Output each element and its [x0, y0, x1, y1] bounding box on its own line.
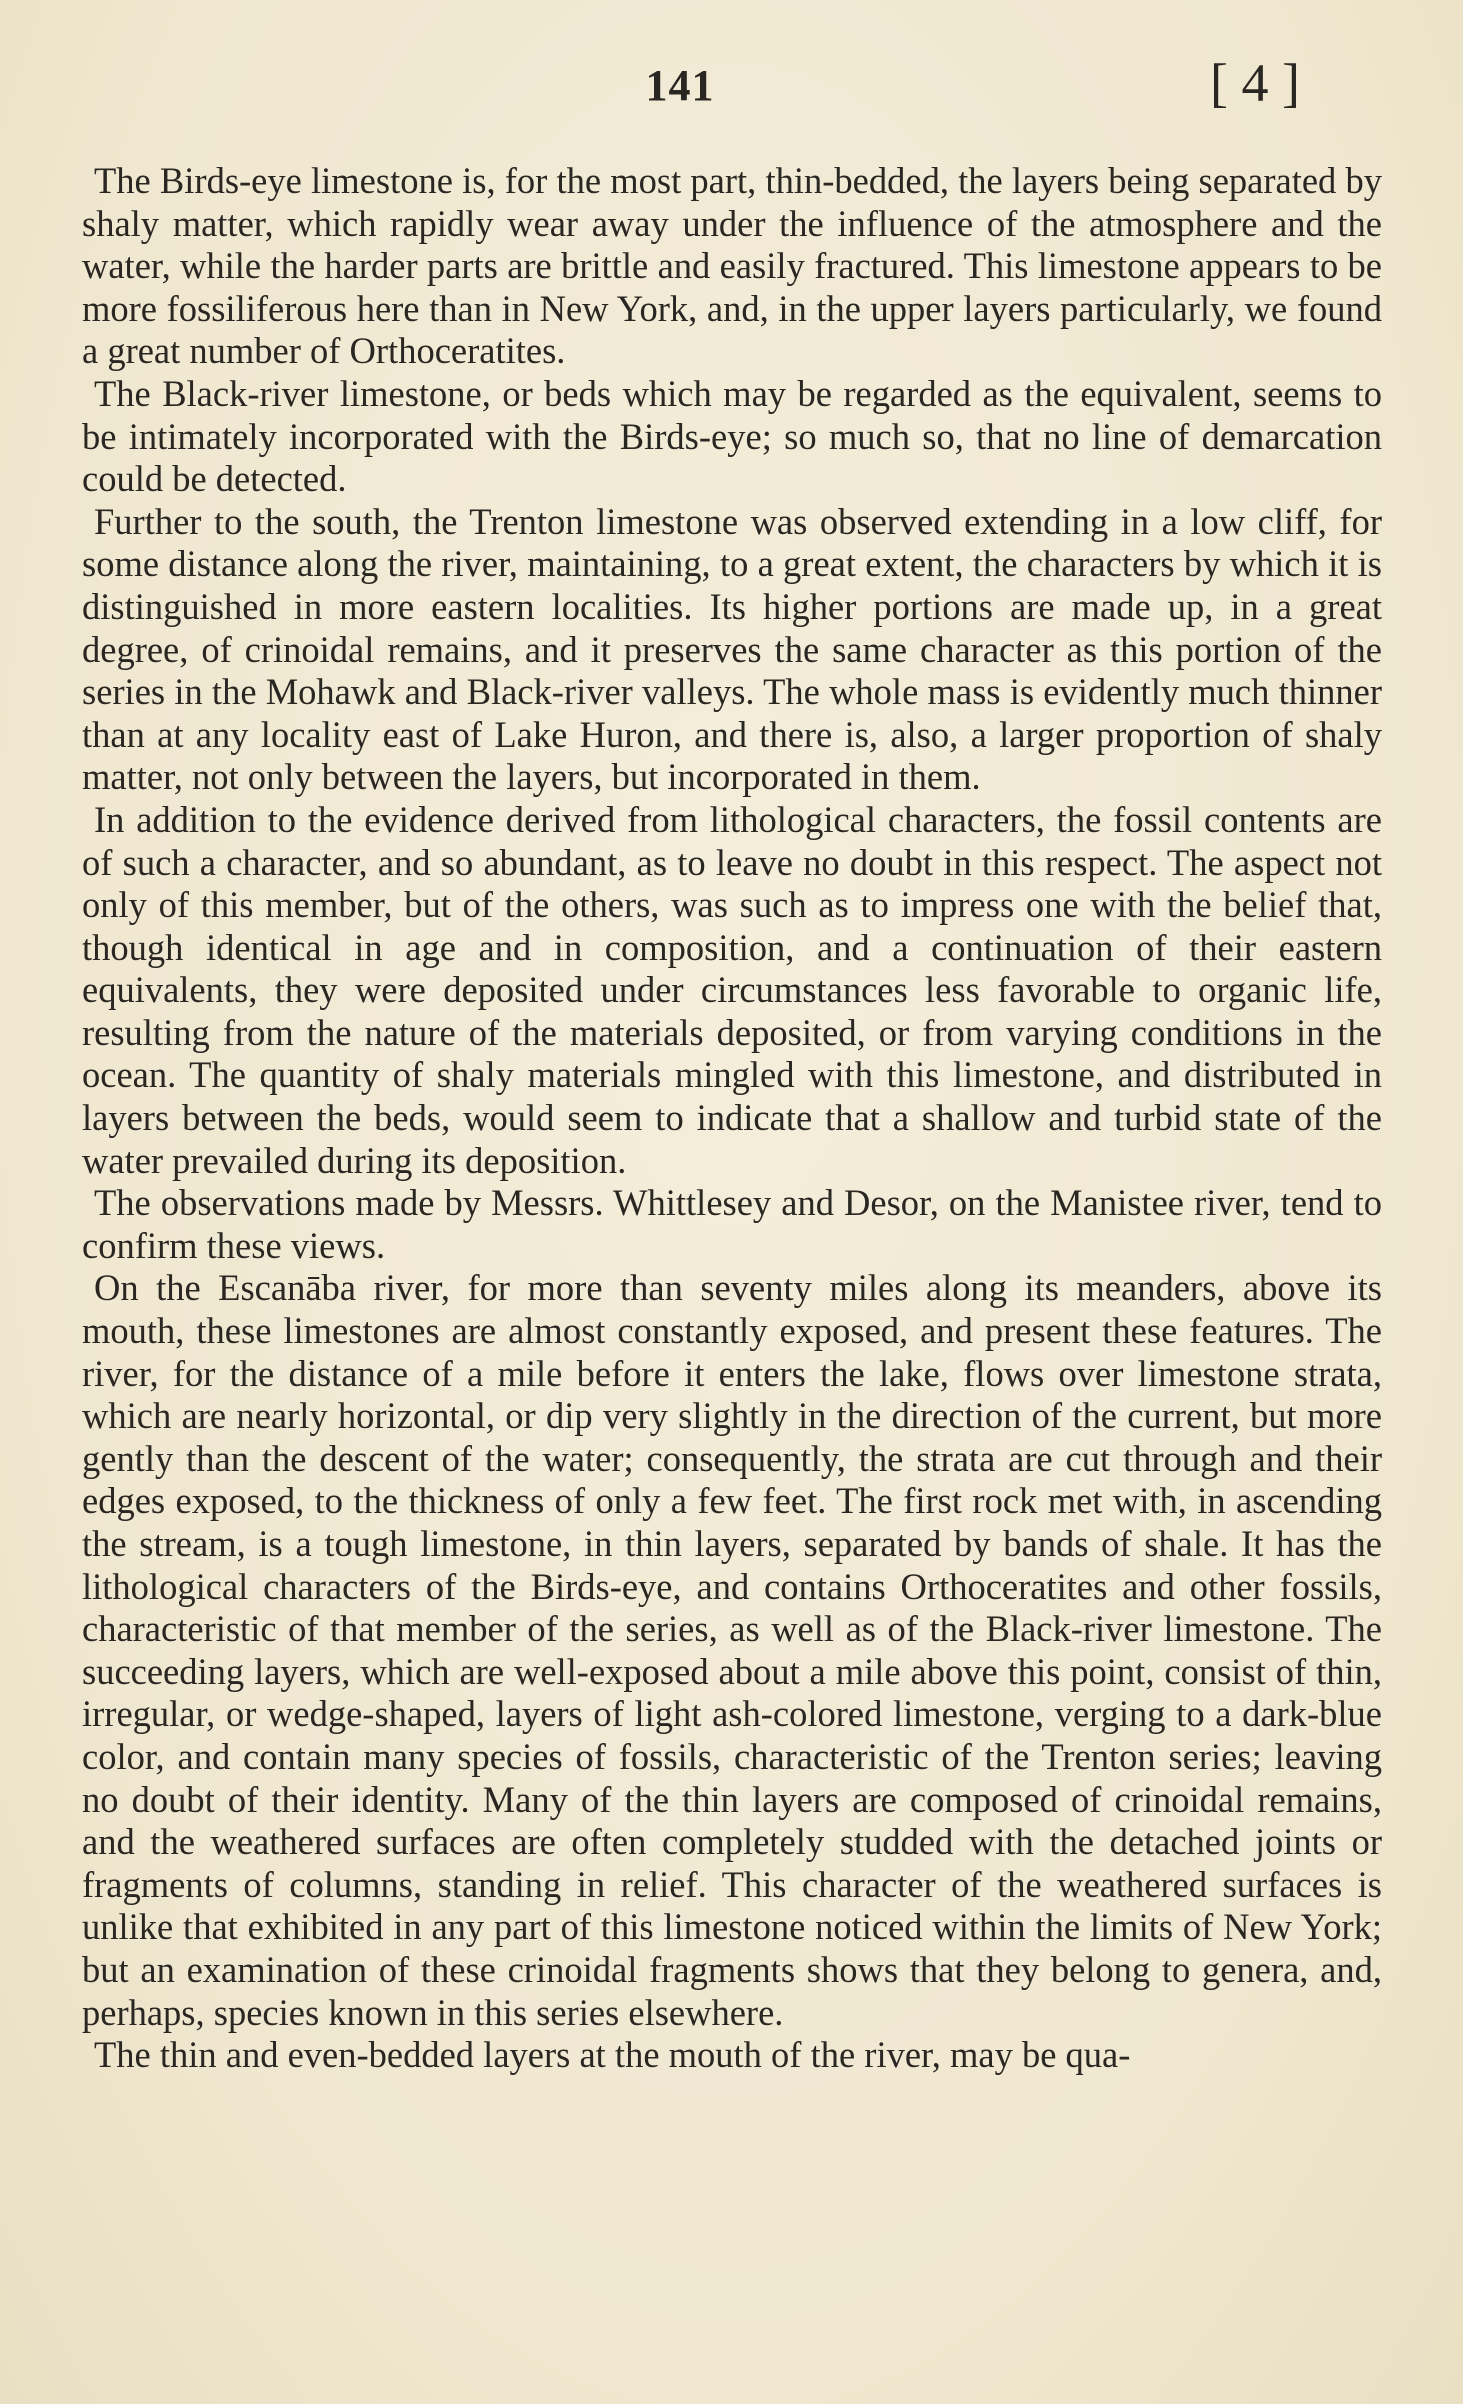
page-number: 141: [645, 61, 715, 110]
paragraph: The thin and even-bedded layers at the mouth of the river, may be qua-: [94, 2034, 1131, 2076]
paragraph: On the Escanāba river, for more than seventy miles along its meanders, above its mouth, these limestones are almost constantly exposed, and present these features. The river, for the distance of a mile before it enters the lake, flows over limestone strata, which are nearly horizontal, or dip very slightly in the direction of the current, but more gently than the descent of the water; consequently, the strata are cut through and their edges exposed, to the thickness of only a few feet. The first rock met with, in ascending the stream, is a tough limestone, in thin layers, separated by bands of shale. It has the lithological characters of the Birds-eye, and contains Orthoceratites and other fossils, characteristic of that member of the series, as well as of the Black-river limestone. The succeeding layers, which are well-exposed about a mile above this point, consist of thin, irregular, or wedge-shaped, layers of light ash-colored limestone, verging to a dark-blue color, and contain many species of fossils, characteristic of the Trenton series; leaving no doubt of their identity. Many of the thin layers are composed of crinoidal remains, and the weathered surfaces are often completely studded with the detached joints or fragments of columns, standing in relief. This character of the weathered surfaces is unlike that exhibited in any part of this limestone noticed within the limits of New York; but an examination of these crinoidal fragments shows that they belong to genera, and, perhaps, species known in this series elsewhere.: [82, 1267, 1382, 2033]
paragraph: The Birds-eye limestone is, for the most part, thin-bedded, the layers being separated by shaly matter, which rapidly wear away under the influence of the atmosphere and the water, while the harder parts are brittle and easily fractured. This limestone appears to be more fossiliferous here than in New York, and, in the upper layers particularly, we found a great number of Orthoceratites.: [82, 160, 1382, 372]
paragraph: The observations made by Messrs. Whittlesey and Desor, on the Manistee river, tend to confirm these views.: [82, 1182, 1382, 1266]
paragraph: The Black-river limestone, or beds which may be regarded as the equivalent, seems to be intimately incorporated with the Birds-eye; so much so, that no line of demarcation could be detected.: [82, 372, 1382, 500]
body-text: [82, 160, 1382, 2077]
section-mark: [ 4 ]: [1210, 53, 1300, 113]
paragraph: Further to the south, the Trenton limestone was observed extending in a low cliff, for some distance along the river, maintaining, to a great extent, the characters by which it is distinguished in more eastern localities. Its higher portions are made up, in a great degree, of crinoidal remains, and it preserves the same character as this portion of the series in the Mohawk and Black-river valleys. The whole mass is evidently much thinner than at any locality east of Lake Huron, and there is, also, a larger proportion of shaly matter, not only between the layers, but incorporated in them.: [82, 500, 1382, 798]
paragraph: In addition to the evidence derived from lithological characters, the fossil contents are of such a character, and so abundant, as to leave no doubt in this respect. The aspect not only of this member, but of the others, was such as to impress one with the belief that, though identical in age and in composition, and a continuation of their eastern equivalents, they were deposited under circumstances less favorable to organic life, resulting from the nature of the materials deposited, or from varying conditions in the ocean. The quantity of shaly materials mingled with this limestone, and distributed in layers between the beds, would seem to indicate that a shallow and turbid state of the water prevailed during its deposition.: [82, 798, 1382, 1181]
